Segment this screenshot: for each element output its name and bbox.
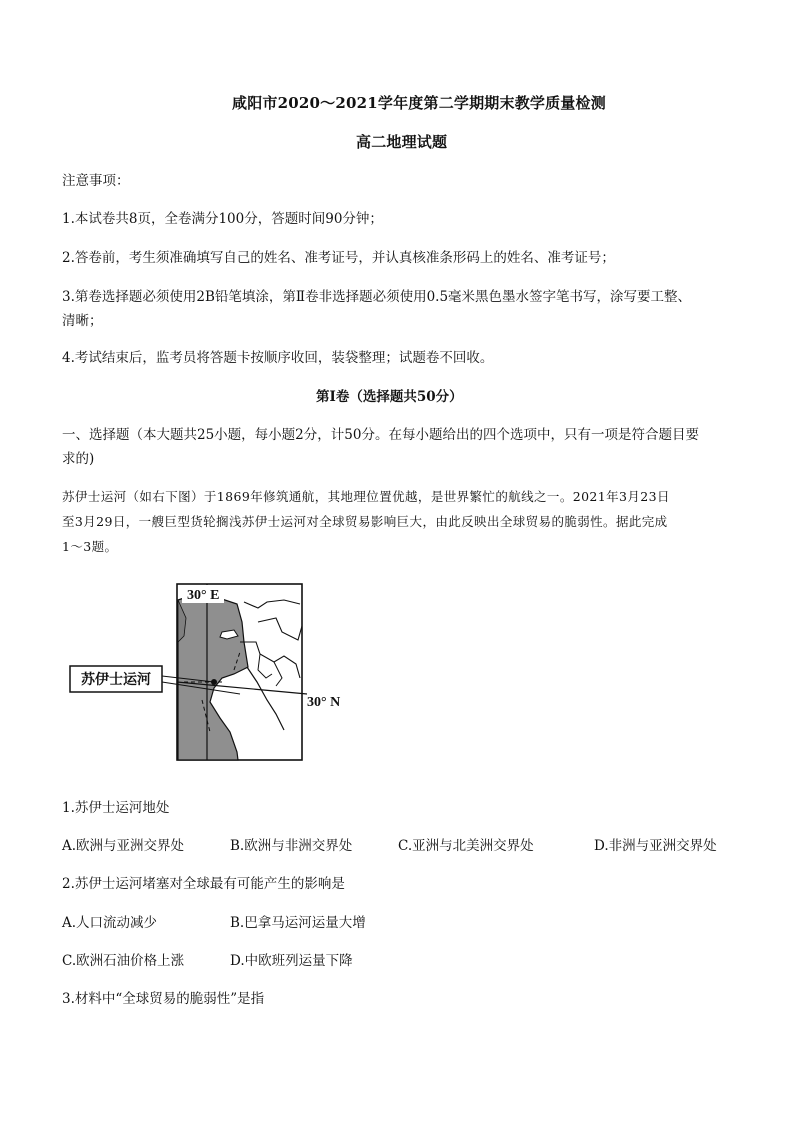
material-line-3: 1～3题。 [62,539,118,554]
section-instruction-cont: 求的) [62,451,95,467]
section-title: 第Ⅰ卷（选择题共50分） [316,389,463,405]
notice-item-3: 3.第卷选择题必须使用2B铅笔填涂，第Ⅱ卷非选择题必须使用0.5毫米黑色墨水签字笔书写，涂写要工整、 [62,289,692,305]
material-line-1: 苏伊士运河（如右下图）于1869年修筑通航，其地理位置优越，是世界繁忙的航线之一。2021年3月23日 [62,489,670,504]
question-2-option-b[interactable]: B.巴拿马运河运量大增 [230,915,366,931]
notice-item-2: 2.答卷前，考生须准确填写自己的姓名、准考证号，并认真核准条形码上的姓名、准考证号； [62,250,615,266]
question-1-option-a[interactable]: A.欧洲与亚洲交界处 [62,838,185,854]
material-line-2: 至3月29日，一艘巨型货轮搁浅苏伊士运河对全球贸易影响巨大，由此反映出全球贸易的脆弱性。据此完成 [62,514,668,529]
exam-title: 咸阳市2020～2021学年度第二学期期末教学质量检测 [232,94,606,112]
exam-subtitle: 高二地理试题 [356,133,448,151]
question-1-stem: 1.苏伊士运河地处 [62,800,170,816]
suez-canal-map [62,582,362,764]
question-3-stem: 3.材料中“全球贸易的脆弱性”是指 [62,991,265,1007]
question-1-option-b[interactable]: B.欧洲与非洲交界处 [230,838,353,854]
latitude-label: 30° N [307,695,341,710]
notice-item-4: 4.考试结束后，监考员将答题卡按顺序收回，装袋整理；试题卷不回收。 [62,350,494,366]
canal-label: 苏伊士运河 [81,672,151,688]
question-1-option-d[interactable]: D.非洲与亚洲交界处 [594,838,717,854]
notice-item-3-cont: 清晰； [62,313,103,329]
longitude-label: 30° E [187,588,220,603]
section-instruction: 一、选择题（本大题共25小题，每小题2分，计50分。在每小题给出的四个选项中，只有一项是符合题目要 [62,427,699,443]
question-2-option-c[interactable]: C.欧洲石油价格上涨 [62,953,185,969]
question-2-stem: 2.苏伊士运河堵塞对全球最有可能产生的影响是 [62,876,345,892]
question-1-option-c[interactable]: C.亚洲与北美洲交界处 [398,838,534,854]
question-2-option-d[interactable]: D.中欧班列运量下降 [230,953,353,969]
notice-heading: 注意事项： [62,173,130,189]
notice-item-1: 1.本试卷共8页，全卷满分100分，答题时间90分钟； [62,211,383,227]
question-2-option-a[interactable]: A.人口流动减少 [62,915,158,931]
